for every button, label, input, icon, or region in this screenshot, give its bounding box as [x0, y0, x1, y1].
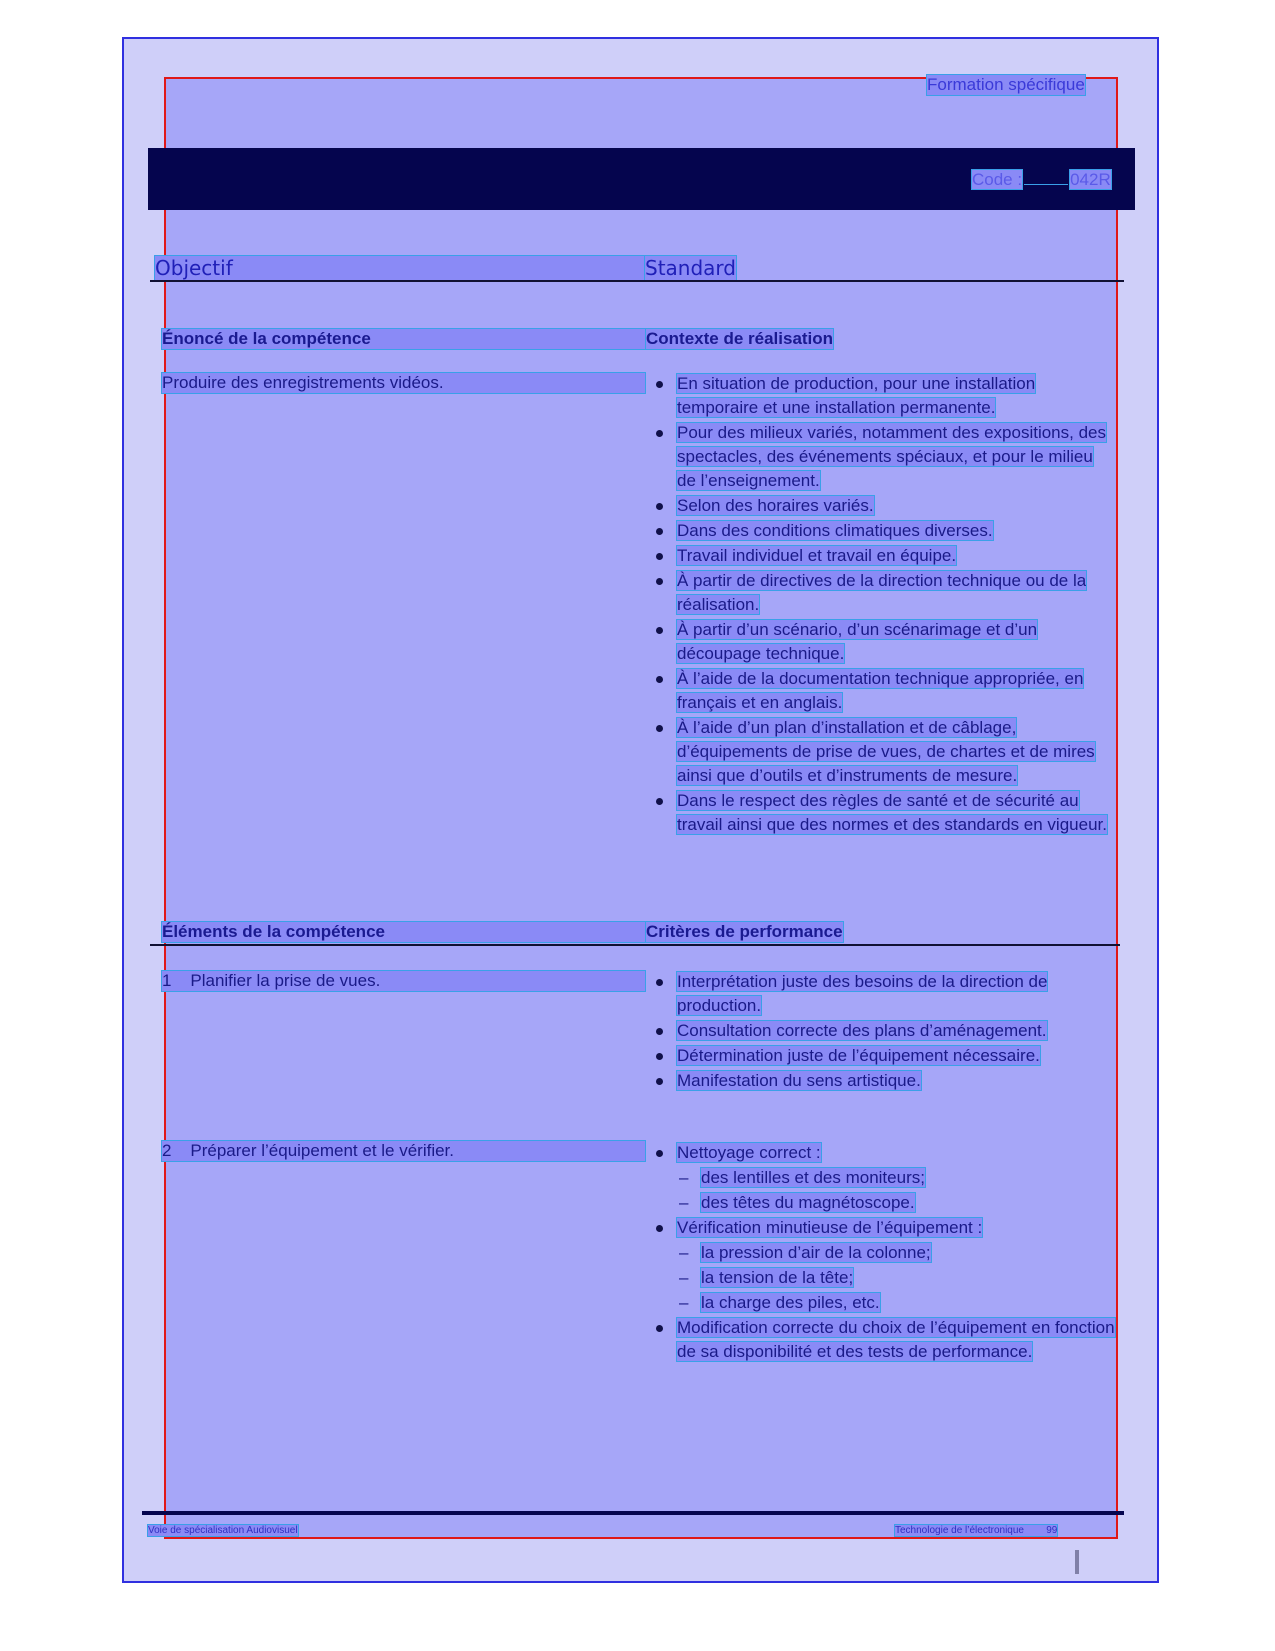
footer-rule	[142, 1511, 1124, 1515]
bullet-marker	[656, 430, 663, 437]
footer-right	[895, 1525, 1057, 1536]
bullet-marker	[656, 676, 663, 683]
criteria-item	[655, 1316, 1115, 1364]
list-item-text: À partir d’un scénario, d’un scénarimage et d’un découpage technique.	[677, 620, 1038, 663]
footer-left: Voie de spécialisation Audiovisuel	[148, 1525, 298, 1536]
program-label: Formation spécifique	[927, 75, 1085, 94]
list-item-text: la tension de la tête;	[701, 1268, 854, 1287]
bullet-marker	[656, 979, 663, 986]
dash-marker: –	[679, 1268, 689, 1287]
element-2-text: Préparer l’équipement et le vérifier.	[190, 1141, 455, 1160]
criteria-subitem	[655, 1241, 1115, 1265]
context-item	[655, 716, 1115, 788]
code-spacer	[1024, 184, 1068, 185]
bullet-marker	[656, 553, 663, 560]
bullet-marker	[656, 725, 663, 732]
enonce-heading: Énoncé de la compétence	[162, 329, 645, 349]
dash-marker: –	[679, 1168, 689, 1187]
list-item-text: des lentilles et des moniteurs;	[701, 1168, 925, 1187]
column-title-standard: Standard	[645, 256, 736, 280]
list-item-text: Travail individuel et travail en équipe.	[677, 546, 957, 565]
context-item	[655, 494, 1115, 518]
list-item-text: Modification correcte du choix de l’équipement en fonction de sa disponibilité et des tests de performance.	[677, 1318, 1115, 1361]
criteria-subitem	[655, 1291, 1115, 1315]
bullet-marker	[656, 1078, 663, 1085]
element-1-text: Planifier la prise de vues.	[190, 971, 381, 990]
elements-heading: Éléments de la compétence	[162, 922, 645, 942]
bullet-marker	[656, 1028, 663, 1035]
bullet-marker	[656, 381, 663, 388]
page-marker	[1075, 1550, 1079, 1574]
list-item-text: Pour des milieux variés, notamment des expositions, des spectacles, des événements spéciaux, et pour le milieu de l’enseignement.	[677, 423, 1106, 490]
column-title-objectif: Objectif	[155, 256, 645, 280]
context-item	[655, 421, 1115, 493]
list-item-text: Vérification minutieuse de l’équipement :	[677, 1218, 983, 1237]
criteria-list-1	[655, 970, 1115, 1093]
list-item-text: À l’aide d’un plan d’installation et de câblage, d’équipements de prise de vues, de chartes et de mires ainsi que d’outils et d’instruments de mesure.	[677, 718, 1095, 785]
criteria-item	[655, 1044, 1115, 1068]
dash-marker: –	[679, 1193, 689, 1212]
element-1	[162, 971, 645, 991]
list-item-text: Détermination juste de l’équipement nécessaire.	[677, 1046, 1040, 1065]
criteria-list-2	[655, 1141, 1115, 1364]
header-rule	[150, 280, 1124, 282]
context-item	[655, 544, 1115, 568]
list-item-text: Dans le respect des règles de santé et de sécurité au travail ainsi que des normes et des standards en vigueur.	[677, 791, 1107, 834]
list-item-text: À partir de directives de la direction technique ou de la réalisation.	[677, 571, 1087, 614]
list-item-text: Selon des horaires variés.	[677, 496, 874, 515]
element-2	[162, 1141, 645, 1161]
bullet-marker	[656, 1225, 663, 1232]
context-item	[655, 667, 1115, 715]
criteria-item	[655, 1141, 1115, 1165]
context-item	[655, 618, 1115, 666]
context-item	[655, 789, 1115, 837]
context-item	[655, 372, 1115, 420]
criteria-item	[655, 1069, 1115, 1093]
list-item-text: la pression d’air de la colonne;	[701, 1243, 931, 1262]
context-item	[655, 519, 1115, 543]
list-item-text: En situation de production, pour une installation temporaire et une installation permanente.	[677, 374, 1036, 417]
bullet-marker	[656, 798, 663, 805]
list-item-text: Consultation correcte des plans d’aménagement.	[677, 1021, 1047, 1040]
dash-marker: –	[679, 1243, 689, 1262]
bullet-marker	[656, 528, 663, 535]
bullet-marker	[656, 578, 663, 585]
criteria-item	[655, 1216, 1115, 1240]
dash-marker: –	[679, 1293, 689, 1312]
bullet-marker	[656, 1150, 663, 1157]
bullet-marker	[656, 1053, 663, 1060]
enonce-text: Produire des enregistrements vidéos.	[162, 373, 645, 393]
list-item-text: Interprétation juste des besoins de la direction de production.	[677, 972, 1048, 1015]
page-number: 99	[1046, 1525, 1058, 1536]
code-label: Code :	[972, 170, 1023, 189]
context-list	[655, 372, 1115, 837]
bullet-marker	[656, 627, 663, 634]
bullet-marker	[656, 1325, 663, 1332]
elements-rule	[150, 944, 1120, 946]
list-item-text: Manifestation du sens artistique.	[677, 1071, 921, 1090]
list-item-text: des têtes du magnétoscope.	[701, 1193, 915, 1212]
list-item-text: Dans des conditions climatiques diverses.	[677, 521, 993, 540]
list-item-text: la charge des piles, etc.	[701, 1293, 880, 1312]
criteria-subitem	[655, 1166, 1115, 1190]
contexte-heading: Contexte de réalisation	[646, 329, 834, 348]
element-1-number: 1	[162, 971, 172, 990]
list-item-text: Nettoyage correct :	[677, 1143, 821, 1162]
criteria-subitem	[655, 1191, 1115, 1215]
criteria-item	[655, 1019, 1115, 1043]
code-value: 042R	[1070, 170, 1111, 189]
criteres-heading: Critères de performance	[646, 922, 843, 941]
criteria-item	[655, 970, 1115, 1018]
criteria-subitem	[655, 1266, 1115, 1290]
element-2-number: 2	[162, 1141, 172, 1160]
bullet-marker	[656, 503, 663, 510]
context-item	[655, 569, 1115, 617]
list-item-text: À l’aide de la documentation technique appropriée, en français et en anglais.	[677, 669, 1084, 712]
footer-program: Technologie de l’électronique	[895, 1525, 1024, 1536]
code-block	[972, 170, 1111, 190]
